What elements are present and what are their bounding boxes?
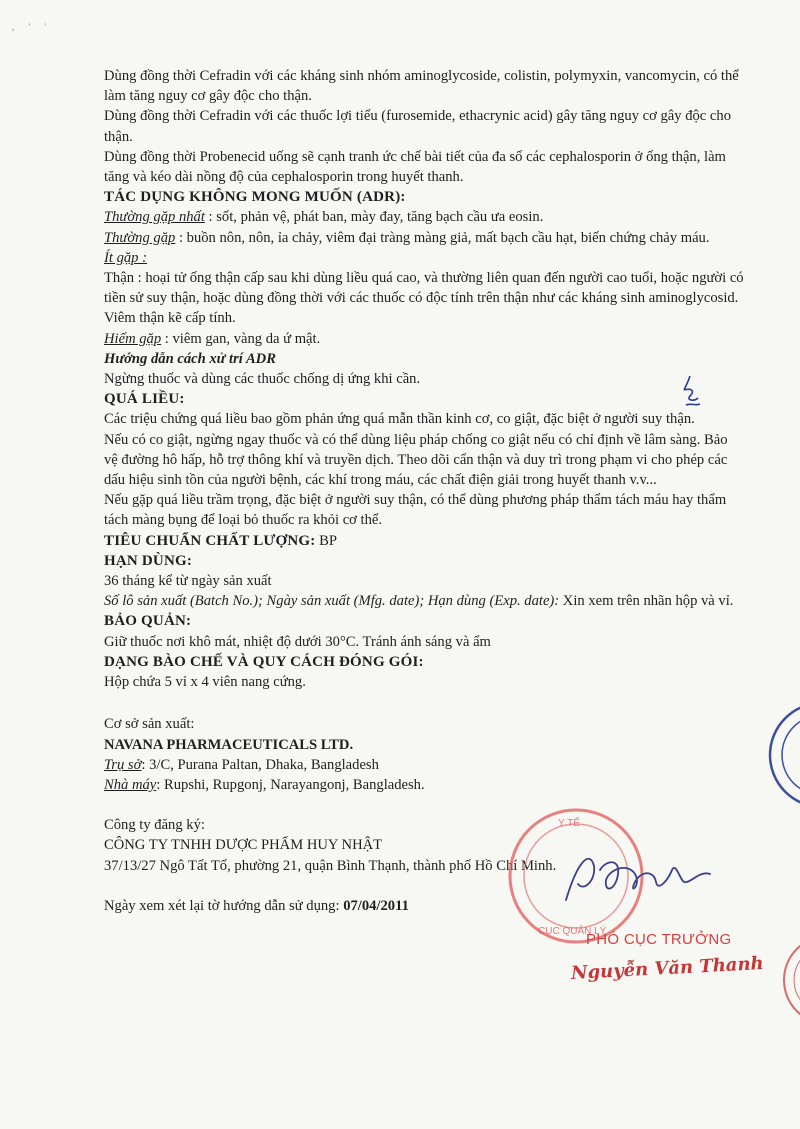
scan-marks: , ' ' <box>12 22 52 32</box>
form-heading: DẠNG BÀO CHẾ VÀ QUY CÁCH ĐÓNG GÓI: <box>104 653 424 670</box>
svg-text:CỤC QUẢN LÝ: CỤC QUẢN LÝ <box>538 926 607 937</box>
signature <box>560 840 720 920</box>
interaction-paragraph-1: Dùng đồng thời Cefradin với các kháng sinh nhóm aminoglycoside, colistin, polymyxin, vancomycin, có thể làm tăng nguy cơ gây độc cho thận. <box>104 68 739 105</box>
svg-text:Y TẾ: Y TẾ <box>558 818 580 829</box>
overdose-text-1: Các triệu chứng quá liều bao gồm phản ứng quá mẫn thần kinh cơ, co giật, đặc biệt ở người suy thận. <box>104 411 695 428</box>
adr-frequent <box>104 228 744 248</box>
storage-heading: BẢO QUẢN: <box>104 613 192 630</box>
quality-line <box>104 531 744 551</box>
deputy-director-title: PHÓ CỤC TRƯỞNG <box>586 931 732 948</box>
manufacturer-hq-text: : 3/C, Purana Paltan, Dhaka, Bangladesh <box>141 756 379 773</box>
adr-heading: TÁC DỤNG KHÔNG MONG MUỐN (ADR): <box>104 189 406 206</box>
interaction-paragraph-2: Dùng đồng thời Cefradin với các thuốc lợi tiểu (furosemide, ethacrynic acid) gây tăng nguy cơ gây độc cho thận. <box>104 108 731 145</box>
storage-text: Giữ thuốc nơi khô mát, nhiệt độ dưới 30°C. Tránh ánh sáng và ẩm <box>104 633 491 650</box>
adr-frequent-text: : buồn nôn, nôn, ỉa chảy, viêm đại tràng màng giả, mất bạch cầu hạt, biến chứng chảy máu. <box>175 229 710 246</box>
adr-common <box>104 207 744 227</box>
expiry-heading: HẠN DÙNG: <box>104 552 193 569</box>
review-date: 07/04/2011 <box>343 897 409 914</box>
review-label: Ngày xem xét lại tờ hướng dẫn sử dụng: <box>104 897 344 914</box>
form-text: Hộp chứa 5 vỉ x 4 viên nang cứng. <box>104 674 306 691</box>
adr-common-label: Thường gặp nhất <box>104 209 205 226</box>
overdose-text-2: Nếu có co giật, ngừng ngay thuốc và có thể dùng liệu pháp chống co giật nếu có chỉ định về lâm sàng. Bảo vệ đường hô hấp, hỗ trợ thông khí và truyền dịch. Theo dõi cẩn thận và duy trì trong phạm vi cho phép các dấu hiệu sinh tồn của người bệnh, các khí trong máu, các chất điện giải trong huyết thanh v.v... <box>104 431 728 489</box>
expiry-text: 36 tháng kể từ ngày sản xuất <box>104 573 272 590</box>
registrant-address: 37/13/27 Ngô Tất Tố, phường 21, quận Bình Thạnh, thành phố Hồ Chí Minh. <box>104 857 557 874</box>
batch-line <box>104 591 744 611</box>
stamp-edge-mark <box>752 700 800 810</box>
initials-mark <box>676 372 706 412</box>
interaction-paragraph-3: Dùng đồng thời Probenecid uống sẽ cạnh tranh ức chế bài tiết của đa số các cephalosporin ở ống thận, làm tăng và kéo dài nồng độ của cephalosporin trong huyết thanh. <box>104 148 726 186</box>
manufacturer-name: NAVANA PHARMACEUTICALS LTD. <box>104 736 354 753</box>
batch-text: Xin xem trên nhãn hộp và vỉ. <box>559 593 734 610</box>
manufacturer-factory-text: : Rupshi, Rupgonj, Narayangonj, Bangladesh. <box>156 776 425 793</box>
manufacturer-factory-label: Nhà máy <box>104 776 157 793</box>
adr-rare-label: Ít gặp : <box>104 249 147 266</box>
registrant-name: CÔNG TY TNHH DƯỢC PHẨM HUY NHẬT <box>104 837 383 854</box>
batch-italic: Số lô sản xuất (Batch No.); Ngày sản xuất (Mfg. date); Hạn dùng (Exp. date): <box>104 593 560 610</box>
adr-very-rare <box>104 329 744 349</box>
adr-rare-kidney: Thận : hoại tử ống thận cấp sau khi dùng liều quá cao, và thường liên quan đến người cao tuổi, hoặc người có tiền sử suy thận, hoặc dùng đồng thời với các thuốc có độc tính trên thận như các kháng sinh aminoglycosid. <box>104 270 744 307</box>
manufacturer-factory <box>104 775 744 795</box>
manufacturer-hq <box>104 755 744 775</box>
document-body <box>104 66 744 916</box>
deputy-director-name: Nguyễn Văn Thanh <box>570 952 765 985</box>
overdose-heading: QUÁ LIỀU: <box>104 391 185 408</box>
overdose-text-3: Nếu gặp quá liều trầm trọng, đặc biệt ở người suy thận, có thể dùng phương pháp thẩm tách máu hay thẩm tách màng bụng để loại bỏ thuốc ra khỏi cơ thể. <box>104 492 727 529</box>
adr-guide-heading: Hướng dẫn cách xử trí ADR <box>104 350 276 367</box>
manufacturer-hq-label: Trụ sở <box>104 756 142 773</box>
quality-value: BP <box>315 532 337 549</box>
stamp-edge-lower <box>748 940 800 1020</box>
quality-heading: TIÊU CHUẨN CHẤT LƯỢNG: <box>104 532 316 549</box>
manufacturer-label: Cơ sở sản xuất: <box>104 716 195 733</box>
registrant-label: Công ty đăng ký: <box>104 817 205 834</box>
adr-very-rare-label: Hiếm gặp <box>104 330 162 347</box>
adr-rare-nephritis: Viêm thận kẽ cấp tính. <box>104 310 236 327</box>
adr-frequent-label: Thường gặp <box>104 229 176 246</box>
adr-common-text: : sốt, phản vệ, phát ban, mày đay, tăng bạch cầu ưa eosin. <box>204 209 544 226</box>
adr-guide-text: Ngừng thuốc và dùng các thuốc chống dị ứng khi cần. <box>104 371 421 388</box>
adr-very-rare-text: : viêm gan, vàng da ứ mật. <box>161 330 321 347</box>
